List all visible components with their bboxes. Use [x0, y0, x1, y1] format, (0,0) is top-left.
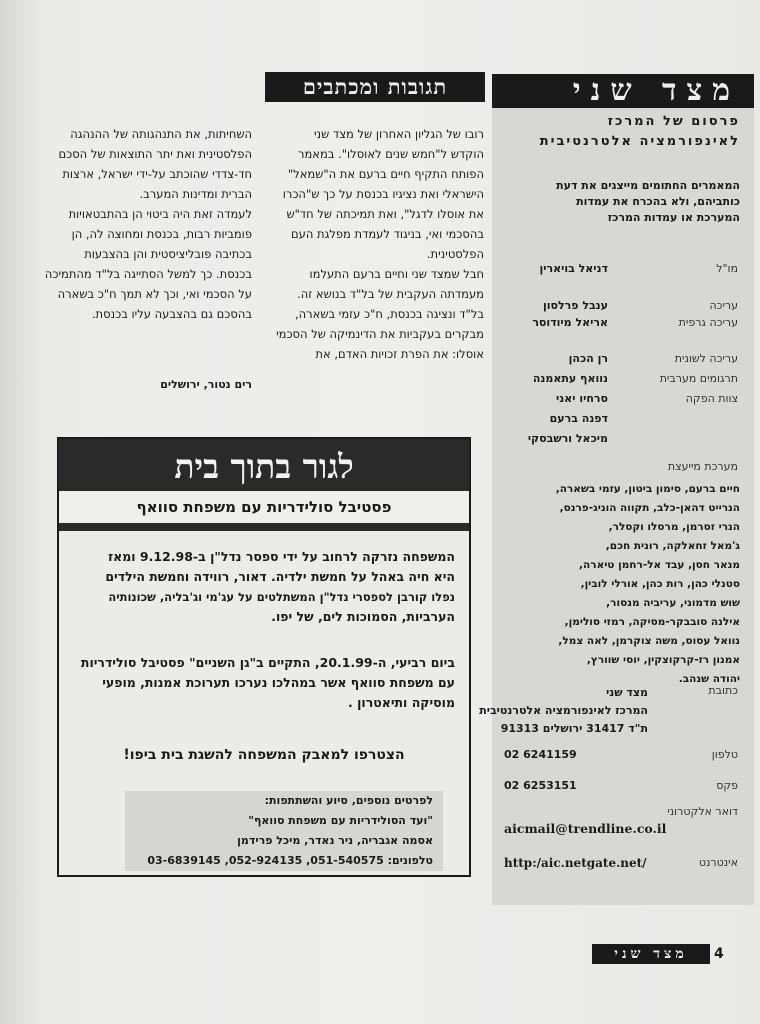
ad-header [59, 439, 469, 531]
disclaimer [500, 178, 740, 226]
distribution-label: צוות הפקה [685, 392, 738, 405]
graphic-name: אריאל מיודוסר [532, 316, 608, 329]
board-line: יהודה שנהב. [678, 673, 740, 685]
board-line: אילנה סובבקר-מסיקה, רמזי סולימן, [564, 616, 740, 628]
ad-contact-line: טלפונים: 051-540575, 052-924135, 03-6839145 [147, 854, 433, 867]
masthead-title: מצד שני [492, 74, 754, 108]
letter-line: בהסכם גם בהצבעה עליו בכנסת. [91, 307, 252, 321]
letters-column-right [262, 124, 484, 364]
footer-title: מצד שני [592, 944, 710, 964]
letter-line: מבקרים בעקביות את הדינמיקה של הסכמי [276, 327, 484, 341]
letter-line: השחיתות, את התנהגותה של ההנהגה [70, 127, 252, 141]
ad-line: נפלו קורבן לספסרי נדל"ן המשתלטים על עג'מי וג'בליה, שכונותיה [108, 590, 455, 604]
language-name: רן הכהן [568, 352, 608, 365]
letters-header: תגובות ומכתבים [265, 72, 485, 102]
ad-title: לגור בתוך בית [174, 447, 354, 486]
web-label: אינטרנט [698, 856, 738, 869]
address-block [479, 684, 648, 738]
letter-line: מעמדתה העקבית של בל"ד בנושא זה. [297, 287, 484, 301]
ad-line: עם משפחת סוואף אשר במהלכו נערכו תערוכת אמנות, מופעי [102, 675, 455, 690]
board-line: מנאר חסן, עבד אל-רחמן טיארה, [579, 559, 740, 571]
board-line: חיים ברעם, סימון ביטון, עזמי בשארה, [555, 483, 740, 495]
letter-line: הפלסטינית. [426, 247, 484, 261]
address-line: מצד שני [605, 686, 648, 699]
letter-line: הישראלי ואת נציגיו בכנסת על כך ש"הכרו [282, 187, 484, 201]
arabic-name: נוואף עתאמנה [532, 372, 608, 385]
ad-contact-box [125, 791, 443, 871]
letter-line: בכתיבה פובליציסטית והן בהצבעות [84, 247, 252, 261]
ad-line: המשפחה נזרקה לרחוב על ידי ספסר נדל"ן ב-9.12.98 ומאז [108, 549, 455, 564]
ad-line: ביום רביעי, ה-20.1.99, התקיים ב"גן השניים" פסטיבל סולידריות [80, 655, 455, 670]
address-label: כתובת [708, 684, 738, 697]
ad-paragraph-1 [73, 547, 455, 627]
letter-line: פומביות רבות, בכנסת ומחוצה לה, הן [71, 227, 252, 241]
ad-line: הערביות, הסמוכות לים, של יפו. [271, 609, 455, 624]
distribution-name: סרחיו יאני [556, 392, 608, 405]
board-line: נוואל עסוס, משה צוקרמן, לאה צמל, [558, 635, 740, 647]
letter-line: רובו של הגליון האחרון של מצד שני [313, 127, 484, 141]
ad-paragraph-2 [73, 653, 455, 713]
letter-line: בל"ד ונציגה בכנסת, ח"כ עזמי בשארה, [294, 307, 484, 321]
email-label: דואר אלקטרוני [667, 805, 738, 818]
disclaimer-line: כותביהם, ולא בהכרח את עמדות [576, 195, 740, 208]
letter-line: הברית ומדינות המערב. [139, 187, 252, 201]
publication-line-1: פרסום של המרכז [607, 114, 740, 129]
letter-line: הפלסטינית ואת יתר התוצאות של הסכם [58, 147, 252, 161]
ad-contact-line: "ועד הסולידריות עם משפחת סוואף" [248, 814, 433, 827]
letter-line: בכנסת. כך למשל הסתייגה בל"ד מהתמיכה [44, 267, 252, 281]
editor-name: ענבל פרלסון [542, 299, 608, 312]
email-address[interactable]: aicmail@trendline.co.il [504, 821, 667, 836]
ad-line: היא חיה באהל על חמשת ילדיה. דאור, רווידה וחמשת הילדים [105, 569, 455, 584]
board-line: שוש מדמוני, עריביה מנסור, [606, 597, 740, 609]
ad-line: מוסיקה ותיאטרון . [348, 695, 455, 710]
ad-subtitle: פסטיבל סולידריות עם משפחת סוואף [59, 491, 469, 523]
ad-contact-line: לפרטים נוספים, סיוע והשתתפות: [264, 794, 433, 807]
board-line: ג'מאל זחאלקה, רונית חכם, [605, 540, 740, 552]
board-line: הנרי זסרמן, מרסלו וקסלר, [608, 521, 740, 533]
fax-number: 02 6253151 [504, 779, 577, 792]
letter-line: חד-צדדי שהוכתב על-ידי ישראל, ארצות [62, 167, 252, 181]
distribution-name: מיכאל ורשבסקי [527, 432, 608, 445]
phone-label: טלפון [711, 748, 738, 761]
board-label: מערכת מייעצת [667, 460, 738, 473]
disclaimer-line: המערכת או עמדות המרכז [607, 211, 740, 224]
language-label: עריכה לשונית [674, 352, 738, 365]
editor-label: עריכה [709, 299, 738, 312]
board-list [500, 480, 740, 689]
publication-line-2: לאינפורמציה אלטרנטיבית [539, 134, 740, 149]
address-line: ת"ד 31417 ירושלים 91313 [500, 722, 648, 735]
page-number: 4 [714, 946, 724, 962]
letter-line: חבל שמצד שני וחיים ברעם התעלמו [309, 267, 484, 281]
web-address[interactable]: http:/aic.netgate.net/ [504, 856, 647, 870]
letter-signature: רים נטור, ירושלים [160, 378, 252, 391]
letter-line: על הסכמי ואי, וכך לא תמך ח"כ בשארה [57, 287, 252, 301]
fax-label: פקס [716, 779, 738, 792]
publisher-label: מו"ל [716, 262, 738, 275]
ad-call-to-action: הצטרפו למאבק המשפחה להשגת בית ביפו! [123, 747, 405, 763]
board-line: הנרייט דהאן-כלב, תקווה הוניג-פרנס, [559, 502, 740, 514]
ad-box [57, 437, 471, 877]
distribution-name: דפנה ברעם [549, 412, 608, 425]
letter-line: לעמדה זאת היה ביטוי הן בהתבטאויות [68, 207, 252, 221]
letters-column-left [30, 124, 252, 324]
letter-line: הוקדש ל"חמש שנים לאוסלו". במאמר [298, 147, 484, 161]
letter-line: את אוסלו לדגל", ואת תמיכתה של חד"ש [286, 207, 484, 221]
letter-line: בהסכמי ואי, בניגוד לעמדת מפלגת העם [291, 227, 484, 241]
ad-contact-line: אסמה אגבריה, ניר נאדר, מיכל פרידמן [237, 834, 433, 847]
letter-line: אוסלו: את הפרת זכויות האדם, את [315, 347, 484, 361]
board-line: סטנלי כהן, רות כהן, אורלי לובין, [580, 578, 740, 590]
board-line: אמנון רז-קרקוצקין, יוסי שוורץ, [586, 654, 740, 666]
publisher-name: דניאל בויארין [539, 262, 608, 275]
graphic-label: עריכה גרפית [678, 316, 738, 329]
ad-contact-lines [133, 791, 433, 871]
phone-number: 02 6241159 [504, 748, 577, 761]
arabic-label: תרגומים מערבית [659, 372, 738, 385]
letter-line: הפותח התקיף חיים ברעם את ה"שמאל" [287, 167, 484, 181]
address-line: המרכז לאינפורמציה אלטרנטיבית [479, 704, 648, 717]
disclaimer-line: המאמרים החתומים מייצגים את דעת [556, 179, 740, 192]
